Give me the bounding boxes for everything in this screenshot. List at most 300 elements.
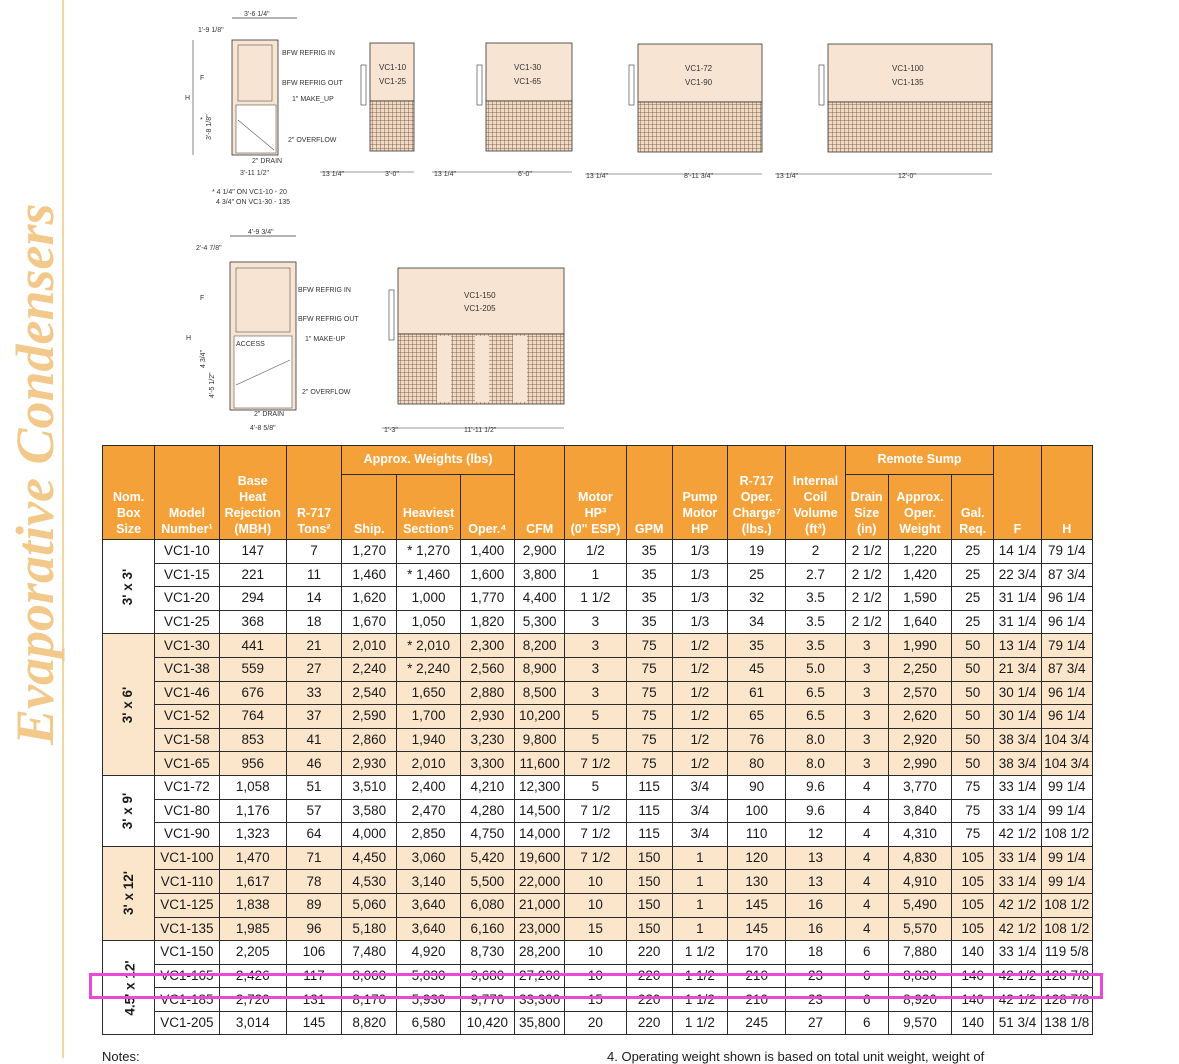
table-cell: 3 [565,681,626,705]
unit-width-dim: 12'-0" [898,173,916,180]
table-cell: 6 [845,964,888,988]
column-header [515,446,565,540]
table-cell: 16 [786,893,845,917]
box-size-cell [103,941,155,1035]
table-cell: 65 [728,705,786,729]
front-note-2: 4 3/4" ON VC1-30 - 135 [216,199,291,206]
table-cell: 35 [626,540,672,564]
table-cell: 14 1/4 [994,540,1041,564]
table-cell: VC1-52 [155,705,219,729]
column-header-line: Internal [792,474,839,488]
table-cell: 4,830 [888,846,951,870]
table-row [103,728,1093,752]
column-header-line: R-717 [739,474,774,488]
unit-vc1-10-25 [320,43,414,178]
column-header-line: CFM [526,522,554,536]
table-cell: 1,700 [397,705,460,729]
table-cell: 6 [845,941,888,965]
table-cell: 2,205 [219,941,286,965]
table-cell: 2,540 [342,681,397,705]
table-cell: 15 [565,988,626,1012]
table-cell: 108 1/2 [1041,823,1092,847]
table-cell: 21 3/4 [994,657,1041,681]
table-cell: 64 [286,823,341,847]
table-cell: 23,000 [515,917,565,941]
table-cell: 4 [845,775,888,799]
box-size-label: 3' x 9' [120,792,136,830]
table-cell: 25 [952,563,994,587]
column-header [219,446,286,540]
column-header-line: GPM [634,522,664,536]
table-cell: 50 [952,728,994,752]
table-cell: 18 [286,610,341,634]
table-cell: VC1-100 [155,846,219,870]
unit-label-a: VC1-30 [514,63,542,72]
table-cell: 3/4 [672,775,727,799]
table-row [103,657,1093,681]
table-cell: 4,210 [460,775,514,799]
table-row [103,634,1093,658]
table-cell: 2,900 [515,540,565,564]
table-cell: VC1-38 [155,657,219,681]
table-cell: 441 [219,634,286,658]
table-cell: 50 [952,752,994,776]
table-cell: 4 [845,917,888,941]
table-cell: 104 3/4 [1041,728,1092,752]
table-cell: 8,900 [515,657,565,681]
table-cell: 96 [286,917,341,941]
table-cell: 3 [845,705,888,729]
table-cell: 1,838 [219,893,286,917]
table-cell: 34 [728,610,786,634]
unit-width-dim: 11'-11 1/2" [464,427,497,434]
table-cell: 78 [286,870,341,894]
table-cell: 105 [952,893,994,917]
table-cell: 50 [952,705,994,729]
table-cell: 75 [952,775,994,799]
table-cell: 38 3/4 [994,728,1041,752]
table-cell: 1,323 [219,823,286,847]
table-cell: 42 1/2 [994,893,1041,917]
table-cell: 14,000 [515,823,565,847]
table-row [103,563,1093,587]
table-cell: 2,560 [460,657,514,681]
table-cell: 8.0 [786,728,845,752]
unit-width-dim: 3'-0" [385,171,399,178]
table-cell: 1/3 [672,610,727,634]
table-cell: 1/2 [672,728,727,752]
table-cell: 9.6 [786,775,845,799]
table-row [103,964,1093,988]
unit-drawings [0,0,1179,440]
table-cell: 51 3/4 [994,1011,1041,1035]
table-cell: 27,200 [515,964,565,988]
table-cell: 10 [565,893,626,917]
table-cell: 117 [286,964,341,988]
unit-left-dim: 13 1/4" [434,171,456,178]
table-row [103,752,1093,776]
table-cell: 1,600 [460,563,514,587]
column-header-line: R-717 [297,506,332,520]
table-cell: 2,990 [888,752,951,776]
table-cell: 294 [219,587,286,611]
table-cell: 3 [845,681,888,705]
table-cell: 1,220 [888,540,951,564]
table-cell: 5,500 [460,870,514,894]
table-cell: VC1-90 [155,823,219,847]
column-header-line: Motor [578,490,613,504]
table-cell: 5 [565,728,626,752]
table-cell: 170 [728,941,786,965]
table-cell: 3.5 [786,634,845,658]
table-row [103,1011,1093,1035]
side-title-text: Evaporative Condensers [5,203,65,745]
column-header-line: Approx. [896,490,944,504]
table-cell: 19,600 [515,846,565,870]
table-cell: 104 3/4 [1041,752,1092,776]
table-cell: 3.5 [786,587,845,611]
column-header-line: Number¹ [161,522,213,536]
table-cell: 42 1/2 [994,988,1041,1012]
table-cell: 6,080 [460,893,514,917]
table-cell: 4 [845,870,888,894]
table-cell: 4,000 [342,823,397,847]
table-cell: 10 [565,941,626,965]
column-header-line: Size [116,522,142,536]
table-row [103,941,1093,965]
column-header-line: Heaviest [402,506,455,520]
table-cell: 1,400 [460,540,514,564]
table-cell: 1,270 [342,540,397,564]
column-header-line: F [1013,522,1022,536]
table-cell: 3,230 [460,728,514,752]
table-cell: 2,590 [342,705,397,729]
unit-label-a: VC1-100 [892,64,924,73]
table-cell: 1,990 [888,634,951,658]
table-cell: 120 [728,846,786,870]
box-size-cell [103,775,155,846]
group-header-weights: Approx. Weights (lbs) [342,446,515,475]
unit-left-dim: 1'-3" [384,427,398,434]
table-cell: 50 [952,634,994,658]
table-cell: 3,060 [397,846,460,870]
column-header-line: Oper. [903,506,936,520]
column-header-line: Oper. [740,490,773,504]
table-cell: 1 [565,563,626,587]
table-cell: 108 1/2 [1041,917,1092,941]
column-header-line: Oper.⁴ [468,522,507,536]
table-cell: 1 1/2 [672,964,727,988]
table-cell: 75 [626,681,672,705]
column-header-line: Model [168,506,205,520]
table-cell: 5.0 [786,657,845,681]
box-size-cell [103,634,155,776]
unit-label-b: VC1-65 [514,77,542,86]
table-cell: 96 1/4 [1041,610,1092,634]
table-cell: 3 [845,657,888,681]
table-cell: 147 [219,540,286,564]
unit-label-b: VC1-205 [464,304,496,313]
unit-vc1-72-90 [585,44,762,180]
table-cell: 3/4 [672,823,727,847]
table-cell: 15 [565,917,626,941]
column-header [786,446,845,540]
table-cell: 38 3/4 [994,752,1041,776]
column-header-line: Size [854,506,880,520]
front2-dim-f: F [200,295,205,302]
table-cell: 1 1/2 [672,988,727,1012]
box-size-label: 3' x 3' [120,568,136,605]
table-cell: 5,570 [888,917,951,941]
table-cell: 25 [952,540,994,564]
table-cell: 2 [786,540,845,564]
table-cell: 145 [728,917,786,941]
table-cell: 14 [286,587,341,611]
table-cell: 7 1/2 [565,799,626,823]
table-cell: 13 [786,846,845,870]
table-cell: 57 [286,799,341,823]
column-header-line: Box [116,506,141,520]
table-cell: 145 [286,1011,341,1035]
column-header [286,446,341,540]
table-cell: 6,580 [397,1011,460,1035]
table-cell: 9,800 [515,728,565,752]
table-cell: 4,530 [342,870,397,894]
table-cell: 75 [626,705,672,729]
column-header-line: Drain [850,490,883,504]
table-cell: 220 [626,1011,672,1035]
table-cell: 75 [626,657,672,681]
group-header-sump: Remote Sump [845,446,994,475]
table-cell: 45 [728,657,786,681]
table-cell: 3,840 [888,799,951,823]
table-cell: 2,620 [888,705,951,729]
table-cell: 853 [219,728,286,752]
column-header-line: (MBH) [234,522,272,536]
table-cell: 1,985 [219,917,286,941]
column-header-line: (ft³) [805,522,826,536]
box-size-cell [103,540,155,634]
table-cell: 8,920 [888,988,951,1012]
table-cell: 221 [219,563,286,587]
front-dim-base: 3'-11 1/2" [240,170,269,177]
front-dim-f: F [200,75,205,82]
table-cell: 150 [626,917,672,941]
column-header [1041,446,1092,540]
table-cell: 87 3/4 [1041,563,1092,587]
table-cell: 4,280 [460,799,514,823]
table-cell: 3/4 [672,799,727,823]
table-cell: 1,058 [219,775,286,799]
table-cell: 20 [565,1011,626,1035]
table-cell: 23 [786,964,845,988]
unit-vc1-150-205 [382,268,564,434]
table-cell: 2 1/2 [845,540,888,564]
table-cell: 4 [845,799,888,823]
table-cell: 3 [565,657,626,681]
table-cell: 32 [728,587,786,611]
table-cell: 3,640 [397,917,460,941]
front2-dim-h: H [186,335,192,342]
box-size-cell [103,846,155,940]
table-cell: 96 1/4 [1041,681,1092,705]
table-cell: 35,800 [515,1011,565,1035]
table-row [103,587,1093,611]
table-cell: 71 [286,846,341,870]
front-dim-width: 3'-6 1/4" [244,11,270,18]
table-cell: 30 1/4 [994,681,1041,705]
table-cell: 21 [286,634,341,658]
table-cell: 7 1/2 [565,752,626,776]
unit-label-a: VC1-10 [379,63,407,72]
table-cell: 220 [626,964,672,988]
table-cell: 2 1/2 [845,563,888,587]
column-header-line: Rejection [224,506,281,520]
table-cell: 30 1/4 [994,705,1041,729]
table-cell: 89 [286,893,341,917]
table-cell: 150 [626,893,672,917]
table-cell: 2,930 [460,705,514,729]
column-header-line: Base [237,474,268,488]
column-header [888,475,951,540]
front2-label-refrig-in: BFW REFRIG IN [298,287,351,294]
table-cell: 50 [952,681,994,705]
column-header-line: Gal. [960,506,985,520]
column-header-line: Section⁵ [403,522,455,536]
table-cell: 210 [728,964,786,988]
table-cell: 3,300 [460,752,514,776]
table-row [103,799,1093,823]
table-cell: 33 [286,681,341,705]
table-cell: 1,470 [219,846,286,870]
table-cell: 368 [219,610,286,634]
table-cell: 140 [952,964,994,988]
table-cell: 8,170 [342,988,397,1012]
column-header [155,446,219,540]
table-cell: 2,930 [342,752,397,776]
table-cell: 6.5 [786,705,845,729]
table-cell: 28,200 [515,941,565,965]
table-cell: 100 [728,799,786,823]
table-cell: 2 1/2 [845,587,888,611]
table-cell: 6 [845,1011,888,1035]
table-cell: 1 [672,870,727,894]
table-cell: 12 [786,823,845,847]
table-cell: 764 [219,705,286,729]
box-size-label: 3' x 6' [120,686,136,723]
table-cell: 7,480 [342,941,397,965]
table-cell: 12,300 [515,775,565,799]
table-cell: 1/2 [672,681,727,705]
unit-left-dim: 13 1/4" [776,173,798,180]
column-header-line: Nom. [113,490,145,504]
table-cell: 676 [219,681,286,705]
box-size-label: 3' x 12' [120,871,136,916]
table-cell: 5,930 [397,988,460,1012]
table-cell: 956 [219,752,286,776]
table-cell: 8,200 [515,634,565,658]
table-cell: 13 [786,870,845,894]
table-row [103,540,1093,564]
table-cell: 27 [286,657,341,681]
table-row [103,610,1093,634]
table-row [103,681,1093,705]
table-cell: 10,200 [515,705,565,729]
table-cell: 2,426 [219,964,286,988]
table-cell: VC1-185 [155,988,219,1012]
table-cell: VC1-80 [155,799,219,823]
front-label-refrig-in: BFW REFRIG IN [282,50,335,57]
table-cell: 31 1/4 [994,587,1041,611]
table-cell: 245 [728,1011,786,1035]
table-cell: 35 [728,634,786,658]
table-cell: VC1-110 [155,870,219,894]
table-cell: 42 1/2 [994,964,1041,988]
table-cell: 75 [952,799,994,823]
table-cell: 4,400 [515,587,565,611]
table-cell: 5,830 [397,964,460,988]
column-header [460,475,514,540]
column-header [397,475,460,540]
table-cell: 33 1/4 [994,846,1041,870]
column-header-line: (0" ESP) [570,522,621,536]
table-cell: 4,310 [888,823,951,847]
table-cell: 3 [565,634,626,658]
column-header-line: Req. [959,522,987,536]
table-cell: 3,770 [888,775,951,799]
table-cell: 33 1/4 [994,799,1041,823]
column-header-line: Volume [793,506,838,520]
table-row [103,917,1093,941]
table-cell: 1,590 [888,587,951,611]
spec-table [102,445,1093,1035]
table-cell: VC1-25 [155,610,219,634]
column-header-line: Motor [682,506,718,520]
box-size-label: 4.5' x 12' [122,960,138,1016]
table-cell: 8,500 [515,681,565,705]
column-header [672,446,727,540]
table-cell: 1,420 [888,563,951,587]
front2-dim-width: 4'-9 3/4" [248,229,274,236]
table-cell: VC1-15 [155,563,219,587]
table-cell: 3 [565,610,626,634]
table-cell: 1 1/2 [672,941,727,965]
table-cell: 87 3/4 [1041,657,1092,681]
table-cell: 13 1/4 [994,634,1041,658]
table-row [103,870,1093,894]
table-cell: 1/2 [672,752,727,776]
front-label-makeup: 1" MAKE_UP [292,96,334,103]
table-cell: 3,800 [515,563,565,587]
unit-width-dim: 6'-0" [518,171,532,178]
table-cell: 128 7/8 [1041,988,1092,1012]
table-cell: 9.6 [786,799,845,823]
column-header [728,446,786,540]
table-cell: 4,920 [397,941,460,965]
table-cell: 210 [728,988,786,1012]
column-header-line: HP³ [584,506,607,520]
table-cell: 559 [219,657,286,681]
table-cell: 150 [626,870,672,894]
table-cell: 5,300 [515,610,565,634]
table-cell: 99 1/4 [1041,846,1092,870]
table-cell: 11,600 [515,752,565,776]
table-cell: 2,300 [460,634,514,658]
table-cell: 4 [845,893,888,917]
table-cell: VC1-46 [155,681,219,705]
unit-label-b: VC1-135 [892,78,924,87]
table-cell: 3 [845,752,888,776]
